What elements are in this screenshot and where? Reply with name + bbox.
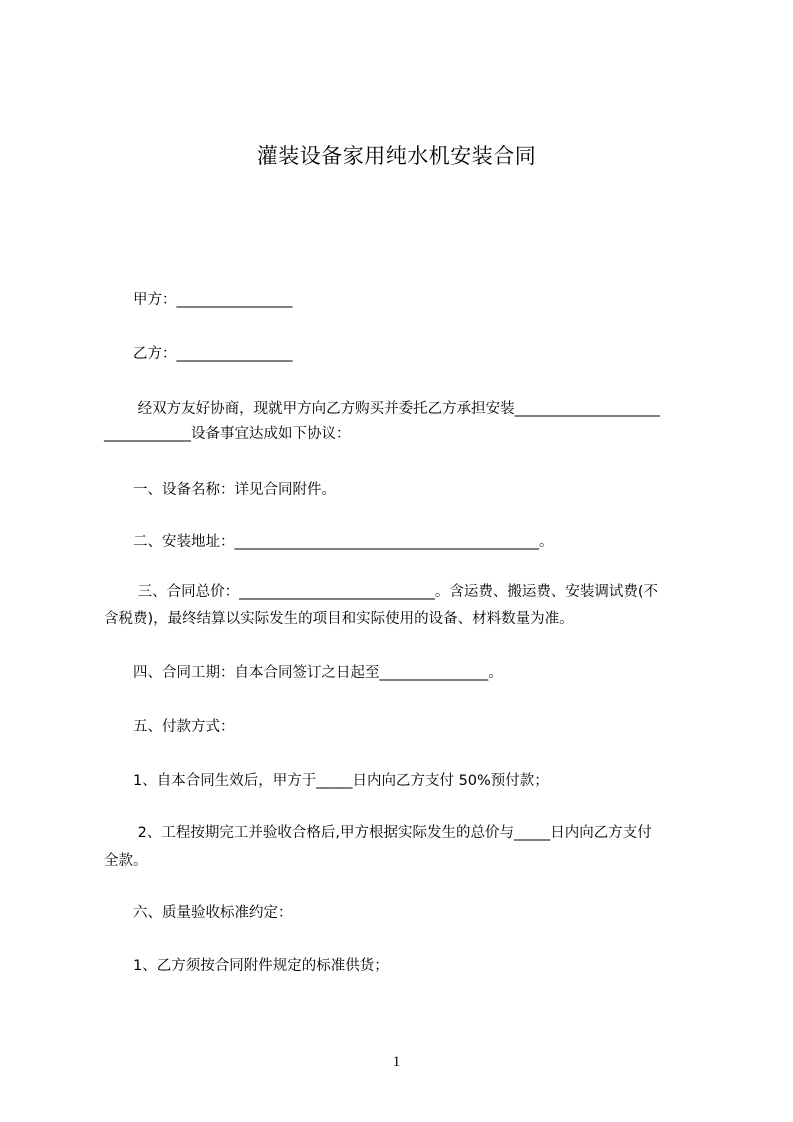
- section-5-item-1: 1、自本合同生效后，甲方于_____日内向乙方支付 50%预付款；: [104, 773, 549, 789]
- intro-line-2: ____________设备事宜达成如下协议：: [104, 426, 351, 442]
- party-a-line: 甲方：________________: [104, 292, 293, 308]
- section-6-quality-heading: 六、质量验收标准约定：: [104, 905, 293, 921]
- section-4-term: 四、合同工期：自本合同签订之日起至_______________。: [104, 665, 503, 681]
- section-5-payment-heading: 五、付款方式：: [104, 719, 235, 735]
- section-6-item-1: 1、乙方须按合同附件规定的标准供货；: [104, 958, 389, 974]
- section-1-equipment-name: 一、设备名称：详见合同附件。: [104, 482, 336, 498]
- section-5-item-2-line-2: 全款。: [104, 853, 148, 869]
- document-title: 灌装设备家用纯水机安装合同: [256, 144, 537, 168]
- intro-line-1: 经双方友好协商，现就甲方向乙方购买并委托乙方承担安装____________________: [104, 401, 660, 417]
- party-b-line: 乙方：________________: [104, 346, 293, 362]
- section-2-install-address: 二、安装地址：__________________________________________。: [104, 534, 554, 550]
- page-number: 1: [392, 1054, 401, 1070]
- section-5-item-2-line-1: 2、工程按期完工并验收合格后,甲方根据实际发生的总价与_____日内向乙方支付: [104, 825, 652, 841]
- section-3-line-1: 三、合同总价：___________________________。含运费、搬运费、安装调试费(不: [104, 584, 659, 600]
- section-3-line-2: 含税费)，最终结算以实际发生的项目和实际使用的设备、材料数量为准。: [104, 611, 574, 627]
